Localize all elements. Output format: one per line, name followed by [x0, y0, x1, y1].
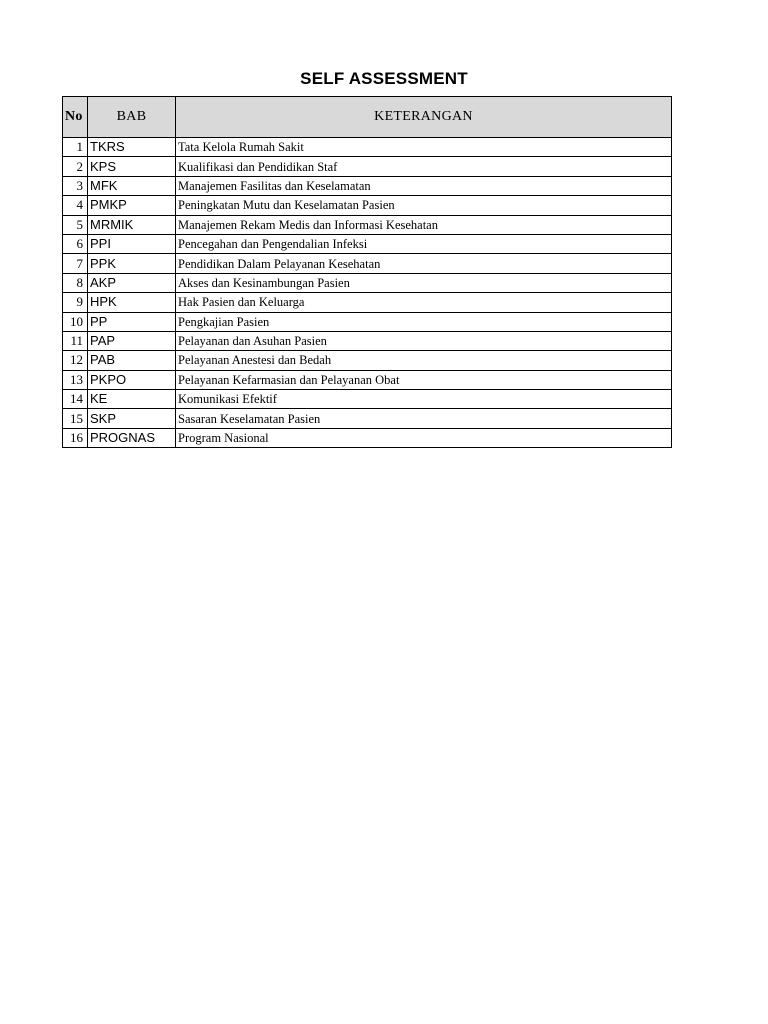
- row-number: 6: [63, 234, 88, 253]
- row-number: 12: [63, 351, 88, 370]
- row-number: 7: [63, 254, 88, 273]
- row-keterangan: Pengkajian Pasien: [176, 312, 672, 331]
- column-header-no: No: [63, 97, 88, 138]
- row-keterangan: Pendidikan Dalam Pelayanan Kesehatan: [176, 254, 672, 273]
- row-keterangan: Pelayanan dan Asuhan Pasien: [176, 331, 672, 350]
- table-row: [63, 254, 672, 273]
- row-bab-code: KE: [88, 390, 176, 409]
- table-row: [63, 157, 672, 176]
- row-number: 4: [63, 196, 88, 215]
- row-keterangan: Kualifikasi dan Pendidikan Staf: [176, 157, 672, 176]
- row-keterangan: Program Nasional: [176, 428, 672, 447]
- table-row: [63, 312, 672, 331]
- table-body: [63, 138, 672, 448]
- row-keterangan: Sasaran Keselamatan Pasien: [176, 409, 672, 428]
- row-number: 2: [63, 157, 88, 176]
- row-keterangan: Pelayanan Anestesi dan Bedah: [176, 351, 672, 370]
- row-bab-code: HPK: [88, 293, 176, 312]
- row-bab-code: SKP: [88, 409, 176, 428]
- row-number: 11: [63, 331, 88, 350]
- table-row: [63, 215, 672, 234]
- row-bab-code: MFK: [88, 176, 176, 195]
- row-bab-code: PKPO: [88, 370, 176, 389]
- row-bab-code: PPK: [88, 254, 176, 273]
- self-assessment-table: [62, 96, 672, 448]
- row-bab-code: PAB: [88, 351, 176, 370]
- table-row: [63, 176, 672, 195]
- row-keterangan: Pencegahan dan Pengendalian Infeksi: [176, 234, 672, 253]
- row-keterangan: Hak Pasien dan Keluarga: [176, 293, 672, 312]
- row-number: 8: [63, 273, 88, 292]
- row-keterangan: Manajemen Rekam Medis dan Informasi Kesehatan: [176, 215, 672, 234]
- row-number: 5: [63, 215, 88, 234]
- page-title: SELF ASSESSMENT: [300, 69, 468, 88]
- row-bab-code: MRMIK: [88, 215, 176, 234]
- table-row: [63, 293, 672, 312]
- column-header-keterangan: KETERANGAN: [176, 97, 672, 138]
- table-row: [63, 351, 672, 370]
- row-bab-code: PAP: [88, 331, 176, 350]
- table-row: [63, 370, 672, 389]
- row-number: 13: [63, 370, 88, 389]
- row-number: 16: [63, 428, 88, 447]
- row-number: 14: [63, 390, 88, 409]
- row-number: 1: [63, 138, 88, 157]
- row-number: 9: [63, 293, 88, 312]
- row-keterangan: Tata Kelola Rumah Sakit: [176, 138, 672, 157]
- row-bab-code: PROGNAS: [88, 428, 176, 447]
- row-keterangan: Manajemen Fasilitas dan Keselamatan: [176, 176, 672, 195]
- table-row: [63, 196, 672, 215]
- row-keterangan: Komunikasi Efektif: [176, 390, 672, 409]
- row-keterangan: Akses dan Kesinambungan Pasien: [176, 273, 672, 292]
- row-number: 3: [63, 176, 88, 195]
- row-number: 15: [63, 409, 88, 428]
- row-bab-code: PPI: [88, 234, 176, 253]
- table-row: [63, 428, 672, 447]
- row-bab-code: KPS: [88, 157, 176, 176]
- row-keterangan: Pelayanan Kefarmasian dan Pelayanan Obat: [176, 370, 672, 389]
- row-keterangan: Peningkatan Mutu dan Keselamatan Pasien: [176, 196, 672, 215]
- table-row: [63, 390, 672, 409]
- table-row: [63, 138, 672, 157]
- table-row: [63, 273, 672, 292]
- table-row: [63, 409, 672, 428]
- table-header-row: [63, 97, 672, 138]
- row-bab-code: PMKP: [88, 196, 176, 215]
- row-bab-code: TKRS: [88, 138, 176, 157]
- row-number: 10: [63, 312, 88, 331]
- column-header-bab: BAB: [88, 97, 176, 138]
- row-bab-code: AKP: [88, 273, 176, 292]
- row-bab-code: PP: [88, 312, 176, 331]
- table-row: [63, 331, 672, 350]
- table-row: [63, 234, 672, 253]
